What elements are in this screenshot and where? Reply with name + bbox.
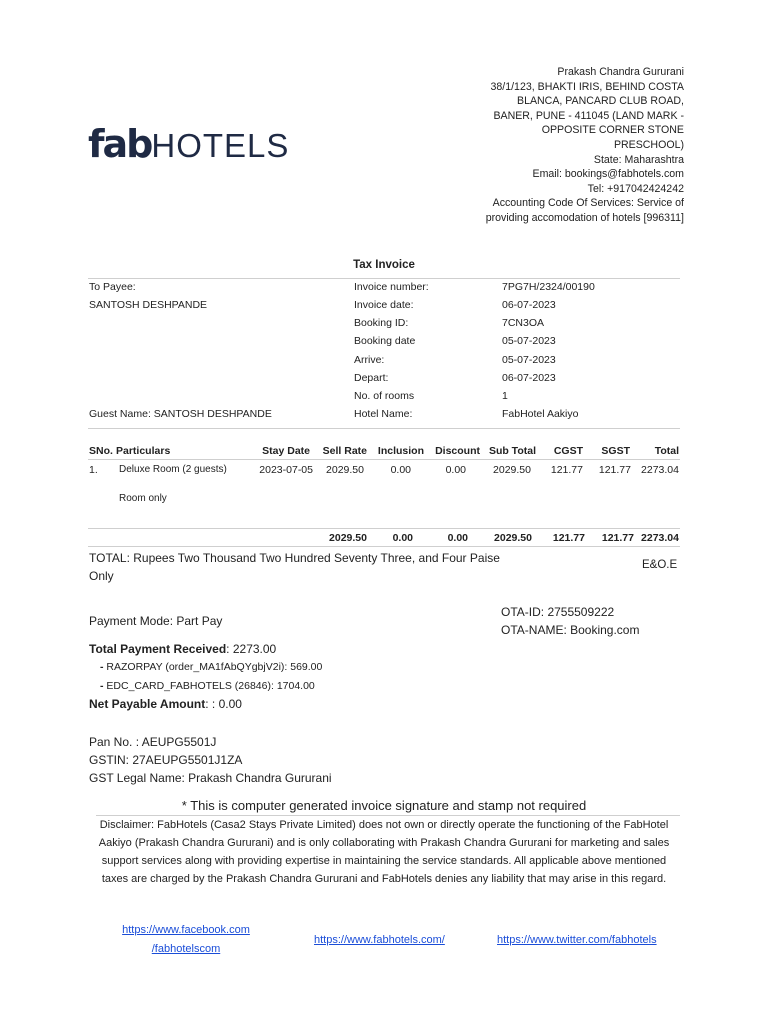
total-in-words: TOTAL: Rupees Two Thousand Two Hundred Seventy Three, and Four Paise xyxy=(89,551,500,565)
pan-number: Pan No. : AEUPG5501J xyxy=(89,735,217,749)
payment-line-text: EDC_CARD_FABHOTELS (26846): 1704.00 xyxy=(106,680,315,692)
address-line: OPPOSITE CORNER STONE xyxy=(541,124,684,137)
total-total: 2273.04 xyxy=(641,532,679,544)
payment-dash: - xyxy=(100,661,107,673)
gst-legal-name: GST Legal Name: Prakash Chandra Gururani xyxy=(89,771,332,785)
payee-name: SANTOSH DESHPANDE xyxy=(89,299,208,311)
total-sub-total: 2029.50 xyxy=(494,532,532,544)
row-sgst: 121.77 xyxy=(598,464,631,476)
th-sgst: SGST xyxy=(601,445,630,457)
th-particulars: Particulars xyxy=(116,445,171,457)
guest-name: Guest Name: SANTOSH DESHPANDE xyxy=(89,408,272,420)
ota-name: OTA-NAME: Booking.com xyxy=(501,623,640,637)
payment-line xyxy=(100,680,315,692)
twitter-link[interactable]: https://www.twitter.com/fabhotels xyxy=(497,934,657,946)
website-link-block xyxy=(314,930,445,948)
total-in-words-cont: Only xyxy=(89,569,114,583)
row-stay-date: 2023-07-05 xyxy=(259,464,313,476)
detail-value: 06-07-2023 xyxy=(502,299,556,311)
payment-line-text: RAZORPAY (order_MA1fAbQYgbjV2i): 569.00 xyxy=(106,661,323,673)
total-payment-received xyxy=(89,642,276,656)
website-link[interactable]: https://www.fabhotels.com/ xyxy=(314,934,445,946)
hotel-address-block xyxy=(454,65,684,226)
payment-line xyxy=(100,661,322,673)
logo-fab: fab xyxy=(88,122,152,166)
twitter-link-block xyxy=(497,930,657,948)
fabhotels-logo xyxy=(88,122,289,172)
address-line: Prakash Chandra Gururani xyxy=(557,66,684,78)
total-cgst: 121.77 xyxy=(552,532,585,544)
computer-generated-note: * This is computer generated invoice signature and stamp not required xyxy=(181,798,587,813)
th-discount: Discount xyxy=(435,445,480,457)
total-sell-rate: 2029.50 xyxy=(329,532,367,544)
payment-received-value: : 2273.00 xyxy=(226,642,277,656)
facebook-link-cont[interactable]: /fabhotelscom xyxy=(151,943,221,955)
address-line: Accounting Code Of Services: Service of xyxy=(492,197,684,210)
detail-value: 05-07-2023 xyxy=(502,335,556,347)
address-line: Email: bookings@fabhotels.com xyxy=(532,168,684,181)
th-sell-rate: Sell Rate xyxy=(322,445,367,457)
detail-value: 1 xyxy=(502,390,508,402)
disclaimer-text: Disclaimer: FabHotels (Casa2 Stays Private Limited) does not own or directly operate the functioning of the FabHotel Aakiyo (Prakash Chandra Gururani) and is only collaborating with Prakash Chandra Gururani for marketing and sales support services along with providing expertise in maintaining the service standards. All applicable above mentioned taxes are charged by the Prakash Chandra Gururani and FabHotels denies any liability that may arise in this regard. xyxy=(98,819,670,885)
address-line: providing accomodation of hotels [996311] xyxy=(485,211,684,224)
detail-value: FabHotel Aakiyo xyxy=(502,408,579,420)
row-total: 2273.04 xyxy=(641,464,679,476)
detail-value: 05-07-2023 xyxy=(502,354,556,366)
row-sub-total: 2029.50 xyxy=(493,464,531,476)
net-payable-label: Net Payable Amount xyxy=(89,697,206,711)
address-line: 38/1/123, BHAKTI IRIS, BEHIND COSTA xyxy=(490,80,684,93)
detail-label: Booking ID: xyxy=(354,317,409,329)
address-line: BLANCA, PANCARD CLUB ROAD, xyxy=(517,95,684,108)
gstin: GSTIN: 27AEUPG5501J1ZA xyxy=(89,753,243,767)
address-line: State: Maharashtra xyxy=(593,153,684,166)
th-sub-total: Sub Total xyxy=(488,445,536,457)
invoice-title: Tax Invoice xyxy=(353,259,415,271)
row-discount: 0.00 xyxy=(445,464,466,476)
divider xyxy=(88,428,680,429)
row-cgst: 121.77 xyxy=(550,464,583,476)
th-sno: SNo. xyxy=(89,445,113,457)
row-inclusion: 0.00 xyxy=(390,464,411,476)
detail-label: Depart: xyxy=(354,372,389,384)
divider xyxy=(88,459,680,460)
total-sgst: 121.77 xyxy=(601,532,634,544)
th-stay-date: Stay Date xyxy=(262,445,310,457)
detail-label: Hotel Name: xyxy=(354,408,413,420)
detail-label: Booking date xyxy=(354,335,416,347)
facebook-link[interactable]: https://www.facebook.com xyxy=(122,924,250,936)
total-inclusion: 0.00 xyxy=(392,532,413,544)
divider xyxy=(88,528,680,529)
net-payable-amount xyxy=(89,697,242,711)
th-inclusion: Inclusion xyxy=(377,445,424,457)
divider xyxy=(88,278,680,279)
address-line: Tel: +917042424242 xyxy=(587,182,684,195)
row-particulars: Deluxe Room (2 guests) xyxy=(119,464,227,475)
eoe-note: E&O.E xyxy=(642,559,678,571)
th-total: Total xyxy=(654,445,679,457)
payee-label: To Payee: xyxy=(89,281,136,293)
detail-label: No. of rooms xyxy=(354,390,415,402)
address-line: PRESCHOOL) xyxy=(613,138,684,151)
detail-value: 7PG7H/2324/00190 xyxy=(502,281,595,293)
detail-value: 06-07-2023 xyxy=(502,372,556,384)
detail-label: Invoice number: xyxy=(354,281,429,293)
detail-label: Invoice date: xyxy=(354,299,414,311)
payment-received-label: Total Payment Received xyxy=(89,642,227,656)
payment-mode: Payment Mode: Part Pay xyxy=(89,614,223,628)
row-note: Room only xyxy=(119,493,167,504)
row-sno: 1. xyxy=(89,464,98,476)
divider xyxy=(88,546,680,547)
th-cgst: CGST xyxy=(553,445,583,457)
total-discount: 0.00 xyxy=(447,532,468,544)
detail-value: 7CN3OA xyxy=(502,317,545,329)
net-payable-value: : : 0.00 xyxy=(205,697,242,711)
address-line: BANER, PUNE - 411045 (LAND MARK - xyxy=(493,109,684,122)
ota-id: OTA-ID: 2755509222 xyxy=(501,605,615,619)
payment-dash: - xyxy=(100,680,107,692)
logo-hotels: HOTELS xyxy=(151,127,290,164)
facebook-link-block xyxy=(100,920,272,958)
detail-label: Arrive: xyxy=(354,354,385,366)
row-sell-rate: 2029.50 xyxy=(326,464,364,476)
